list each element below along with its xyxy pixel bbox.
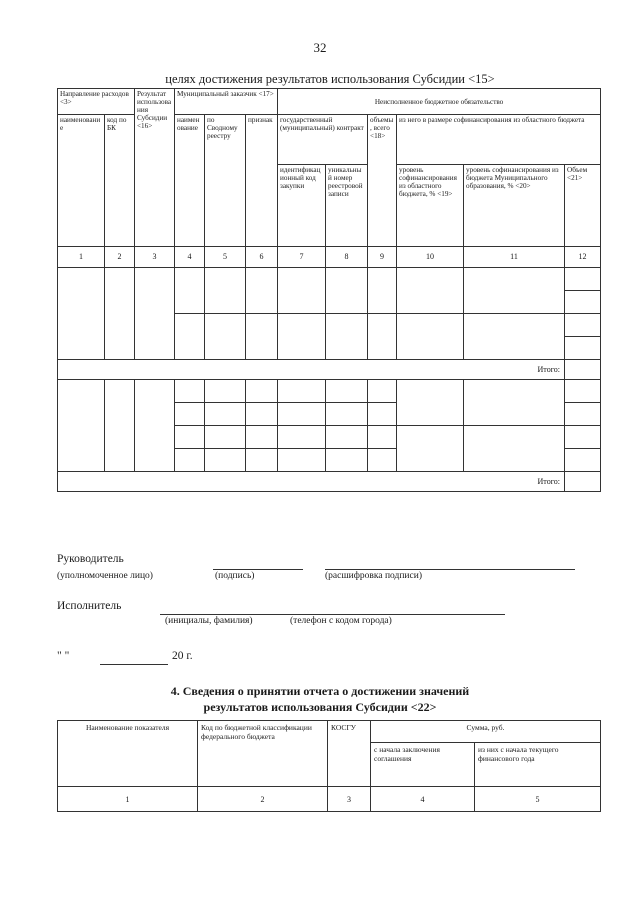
column-number: 3 bbox=[135, 247, 175, 268]
total-row bbox=[58, 472, 601, 492]
column-number: 10 bbox=[397, 247, 464, 268]
header-level-regional: уровень софинансирования из областного бюджета, % <19> bbox=[397, 165, 464, 247]
header-customer-sign: признак bbox=[246, 115, 278, 247]
header-cofinancing: из него в размере софинансирования из областного бюджета bbox=[397, 115, 601, 165]
column-number: 2 bbox=[198, 787, 328, 812]
header-customer: Муниципальный заказчик <17> bbox=[175, 89, 278, 115]
section4-title-line2: результатов использования Субсидии <22> bbox=[203, 700, 437, 714]
header-level-municipal: уровень софинансирования из бюджета Муниципального образования, % <20> bbox=[464, 165, 565, 247]
header-volume-total: объемы, всего <18> bbox=[368, 115, 397, 247]
column-number: 8 bbox=[326, 247, 368, 268]
total-label: Итого: bbox=[58, 472, 565, 492]
header-code-federal: Код по бюджетной классификации федерального бюджета bbox=[198, 721, 328, 787]
decoding-caption: (расшифровка подписи) bbox=[325, 571, 422, 581]
column-number: 9 bbox=[368, 247, 397, 268]
column-number: 4 bbox=[175, 247, 205, 268]
initials-caption: (инициалы, фамилия) bbox=[165, 616, 253, 626]
column-number: 5 bbox=[475, 787, 601, 812]
header-sum: Сумма, руб. bbox=[371, 721, 601, 743]
header-code-bk: код по БК bbox=[105, 115, 135, 247]
column-number: 12 bbox=[565, 247, 601, 268]
phone-caption: (телефон с кодом города) bbox=[290, 616, 392, 626]
header-result: Результат использования Субсидии <16> bbox=[135, 89, 175, 247]
header-contract: государственный (муниципальный) контракт bbox=[278, 115, 368, 165]
report-acceptance-table bbox=[57, 720, 601, 812]
signature-caption: (подпись) bbox=[215, 571, 255, 581]
authorized-person-caption: (уполномоченное лицо) bbox=[57, 571, 153, 581]
table-heading: целях достижения результатов использования Субсидии <15> bbox=[165, 72, 495, 86]
head-label: Руководитель bbox=[57, 553, 124, 565]
column-number: 3 bbox=[328, 787, 371, 812]
decoding-line bbox=[325, 569, 575, 570]
table-row bbox=[58, 380, 601, 403]
column-number: 11 bbox=[464, 247, 565, 268]
header-from-agreement: с начала заключения соглашения bbox=[371, 743, 475, 787]
header-unfulfilled: Неисполненное бюджетное обязательство bbox=[278, 89, 601, 115]
table-row bbox=[58, 268, 601, 291]
executor-line bbox=[160, 614, 505, 615]
header-volume: Объем <21> bbox=[565, 165, 601, 247]
header-customer-registry: по Сводному реестру bbox=[205, 115, 246, 247]
column-number: 6 bbox=[246, 247, 278, 268]
total-row bbox=[58, 360, 601, 380]
column-number: 1 bbox=[58, 787, 198, 812]
executor-label: Исполнитель bbox=[57, 600, 122, 612]
header-purchase-id: идентификационный код закупки bbox=[278, 165, 326, 247]
column-number: 4 bbox=[371, 787, 475, 812]
column-number: 1 bbox=[58, 247, 105, 268]
header-kosgu: КОСГУ bbox=[328, 721, 371, 787]
header-registry-number: уникальный номер реестровой записи bbox=[326, 165, 368, 247]
date-line bbox=[100, 664, 168, 665]
header-name: наименование bbox=[58, 115, 105, 247]
header-customer-name: наименование bbox=[175, 115, 205, 247]
header-direction: Направление расходов <3> bbox=[58, 89, 135, 115]
page-number: 32 bbox=[313, 40, 327, 55]
unfulfilled-obligations-table bbox=[57, 88, 601, 492]
total-label: Итого: bbox=[58, 360, 565, 380]
header-from-year: из них с начала текущего финансового года bbox=[475, 743, 601, 787]
date-year: 20 г. bbox=[172, 650, 193, 662]
column-number: 2 bbox=[105, 247, 135, 268]
column-number: 5 bbox=[205, 247, 246, 268]
column-number: 7 bbox=[278, 247, 326, 268]
section4-title-line1: 4. Сведения о принятии отчета о достижении значений bbox=[170, 684, 470, 698]
header-indicator: Наименование показателя bbox=[58, 721, 198, 787]
date-quote: " " bbox=[57, 650, 70, 662]
signature-line bbox=[213, 569, 303, 570]
